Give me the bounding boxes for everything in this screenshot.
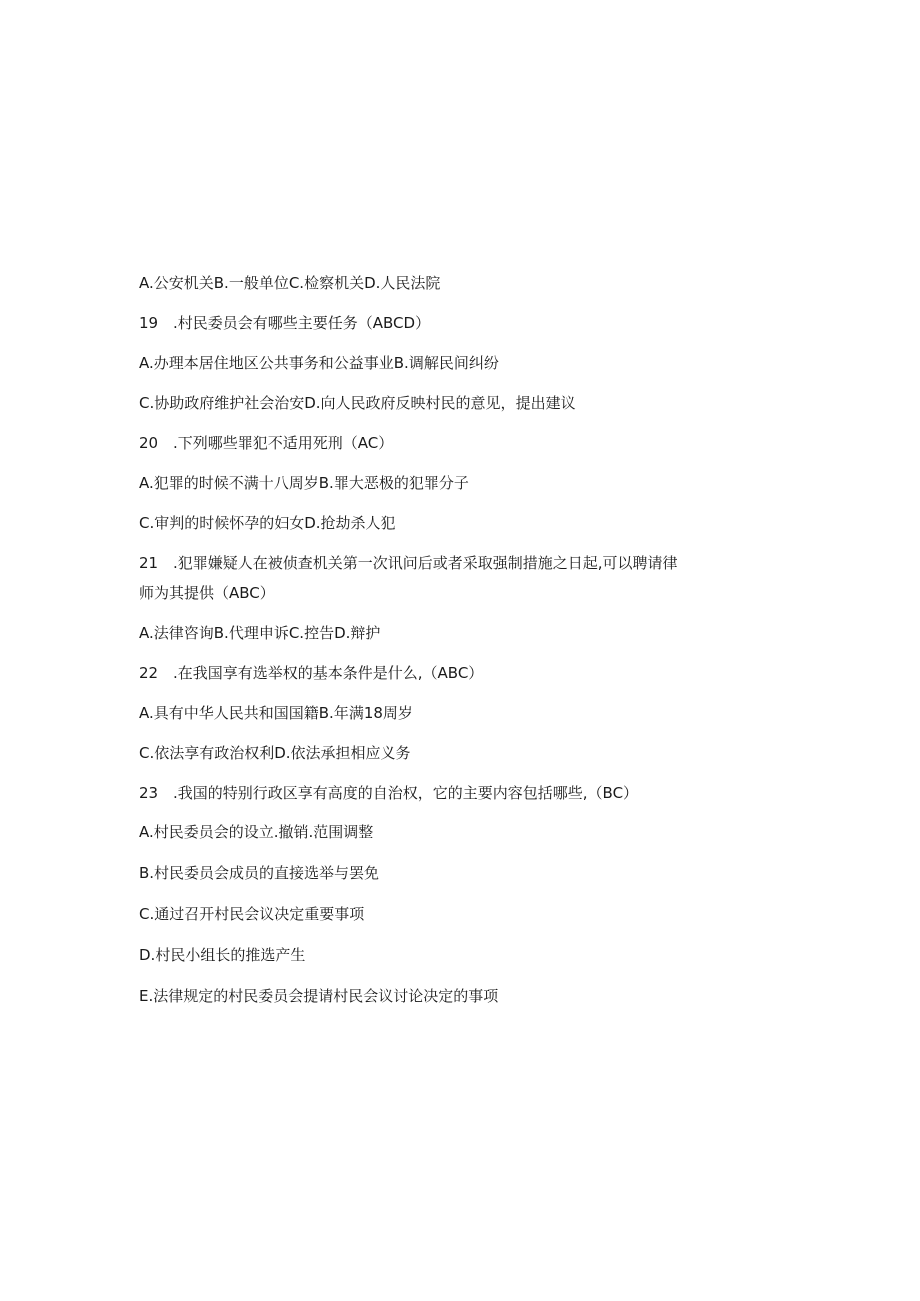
q22-options-cd: C.依法享有政治权利D.依法承担相应义务 — [139, 744, 411, 762]
q19-options-ab: A.办理本居住地区公共事务和公益事业B.调解民间纠纷 — [139, 354, 499, 372]
question-text: .犯罪嫌疑人在被侦查机关第一次讯问后或者采取强制措施之日起,可以聘请律 — [173, 554, 678, 572]
q21-options: A.法律咨询B.代理申诉C.控告D.辩护 — [139, 624, 381, 642]
q20-options-ab: A.犯罪的时候不满十八周岁B.罪大恶极的犯罪分子 — [139, 474, 469, 492]
q23-question — [139, 783, 638, 803]
question-number: 21 — [139, 554, 159, 572]
q21-question — [139, 553, 678, 573]
q23-option-c: C.通过召开村民会议决定重要事项 — [139, 905, 365, 923]
q21-question-continued: 师为其提供（ABC） — [139, 584, 275, 602]
q20-options-cd: C.审判的时候怀孕的妇女D.抢劫杀人犯 — [139, 514, 396, 532]
question-text: .在我国享有选举权的基本条件是什么,（ABC） — [173, 664, 484, 682]
question-text: .下列哪些罪犯不适用死刑（AC） — [173, 434, 394, 452]
q18-options: A.公安机关B.一般单位C.检察机关D.人民法院 — [139, 274, 441, 292]
q23-option-d: D.村民小组长的推选产生 — [139, 946, 306, 964]
question-text: .我国的特别行政区享有高度的自治权，它的主要内容包括哪些,（BC） — [173, 784, 639, 802]
question-number: 20 — [139, 434, 159, 452]
q20-question — [139, 433, 393, 453]
q19-question — [139, 313, 430, 333]
q19-options-cd: C.协助政府维护社会治安D.向人民政府反映村民的意见，提出建议 — [139, 394, 576, 412]
q22-options-ab: A.具有中华人民共和国国籍B.年满18周岁 — [139, 704, 413, 722]
question-text: .村民委员会有哪些主要任务（ABCD） — [173, 314, 431, 332]
question-number: 23 — [139, 784, 159, 802]
q22-question — [139, 663, 483, 683]
question-number: 19 — [139, 314, 159, 332]
q23-option-a: A.村民委员会的设立.撤销.范围调整 — [139, 823, 374, 841]
question-number: 22 — [139, 664, 159, 682]
q23-option-b: B.村民委员会成员的直接选举与罢免 — [139, 864, 380, 882]
q23-option-e: E.法律规定的村民委员会提请村民会议讨论决定的事项 — [139, 987, 499, 1005]
